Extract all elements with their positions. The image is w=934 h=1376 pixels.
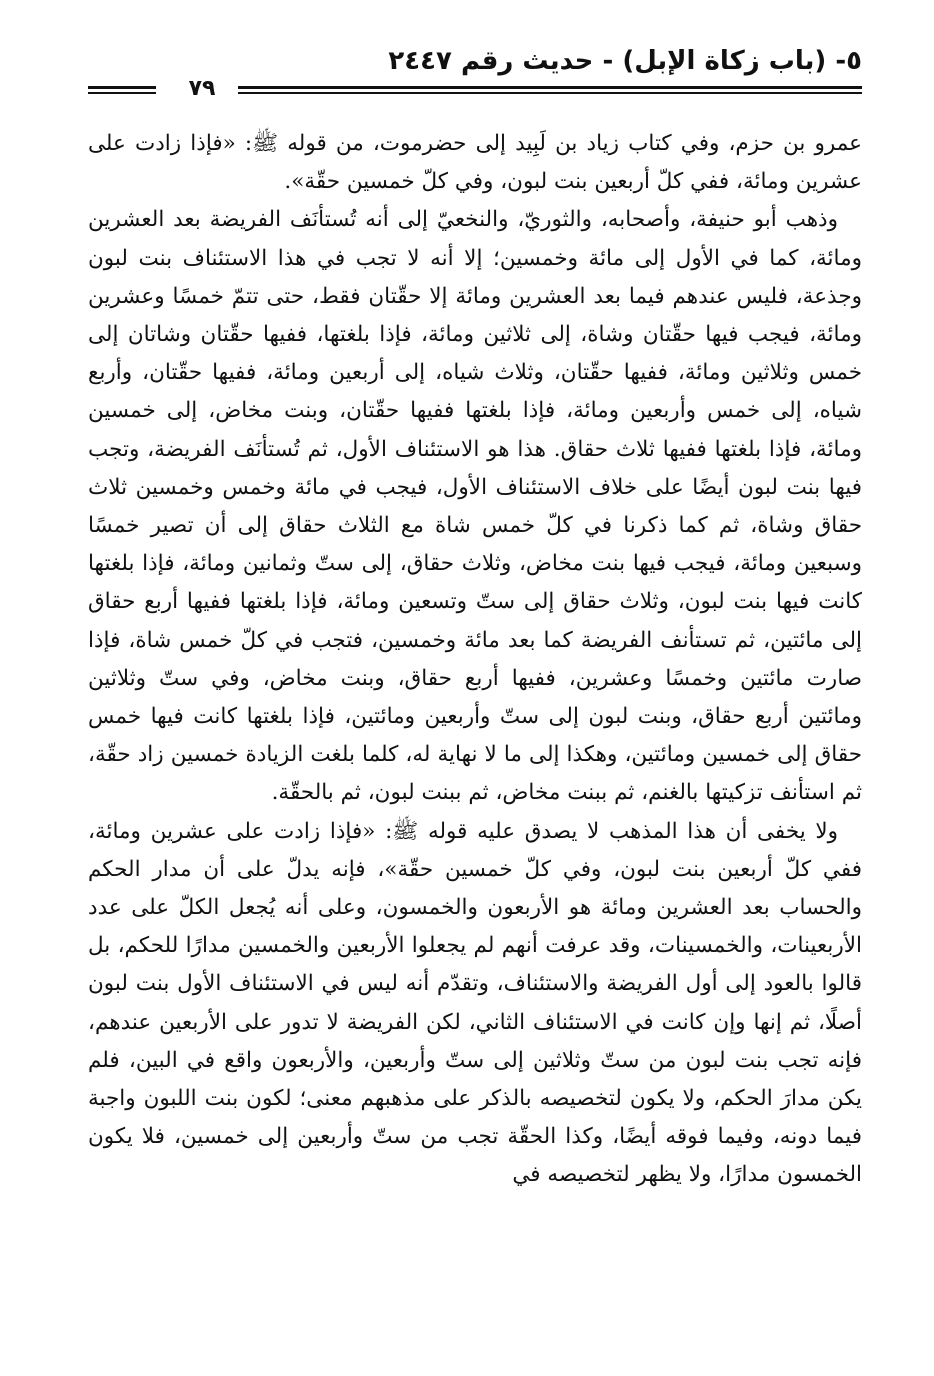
header-rule-left (88, 86, 156, 94)
header-rule (238, 86, 862, 94)
paragraph: عمرو بن حزم، وفي كتاب زياد بن لَبِيد إلى حضرموت، من قوله ﷺ: «فإذا زادت على عشرين ومائة، ففي كلّ أربعين بنت لبون، وفي كلّ خمسين حقّة». (88, 131, 862, 195)
chapter-title: ٥- (باب زكاة الإبل) - حديث رقم ٢٤٤٧ (388, 46, 862, 76)
running-header (88, 44, 862, 104)
page-number: ٧٩ (188, 76, 216, 101)
body-text (88, 125, 862, 1195)
paragraph: ولا يخفى أن هذا المذهب لا يصدق عليه قوله ﷺ: «فإذا زادت على عشرين ومائة، ففي كلّ أربعين بنت لبون، وفي كلّ خمسين حقّة»، فإنه يدلّ على أن مدار الحكم والحساب بعد العشرين ومائة هو الأربعون والخمسون، وعلى أنه يُجعل الكلّ على عدد الأربعينات، والخمسينات، وقد عرفت أنهم لم يجعلوا الأربعين والخمسين مدارًا للحكم، بل قالوا بالعود إلى أول الفريضة والاستئناف، وتقدّم أنه ليس في الاستئناف الأول بنت لبون أصلًا، ثم إنها وإن كانت في الاستئناف الثاني، لكن الفريضة لا تدور على الأربعين عندهم، فإنه تجب بنت لبون من ستّ وثلاثين إلى ستّ وأربعين، والأربعون واقع في البين، فلم يكن مدارَ الحكم، ولا يكون لتخصيصه بالذكر على مذهبهم معنى؛ لكون بنت اللبون واجبة فيما دونه، وفيما فوقه أيضًا، وكذا الحقّة تجب من ستّ وأربعين إلى خمسين، فلا يكون الخمسون مدارًا، ولا يظهر لتخصيصه في (88, 818, 862, 1188)
paragraph: وذهب أبو حنيفة، وأصحابه، والثوريّ، والنخعيّ إلى أنه تُستأنَف الفريضة بعد العشرين ومائة، كما في الأول إلى مائة وخمسين؛ إلا أنه لا تجب في هذا الاستئناف بنت لبون وجذعة، فليس عندهم فيما بعد العشرين ومائة إلا حقّتان فقط، حتى تتمّ خمسًا وعشرين ومائة، فيجب فيها حقّتان وشاة، إلى ثلاثين ومائة، فإذا بلغتها، ففيها حقّتان وشاتان إلى خمس وثلاثين ومائة، ففيها حقّتان، وثلاث شياه، إلى أربعين ومائة، ففيها حقّتان، وأربع شياه، إلى خمس وأربعين ومائة، فإذا بلغتها ففيها حقّتان، وبنت مخاض، إلى خمسين ومائة، فإذا بلغتها ففيها ثلاث حقاق. هذا هو الاستئناف الأول، ثم تُستأنَف الفريضة، وتجب فيها بنت لبون أيضًا على خلاف الاستئناف الأول، فيجب في مائة وخمس وخمسين ثلاث حقاق وشاة، ثم كما ذكرنا في كلّ خمس شاة مع الثلاث حقاق إلى أن تصير خمسًا وسبعين ومائة، فيجب فيها بنت مخاض، وثلاث حقاق، إلى ستّ وثمانين ومائة، فإذا بلغتها كانت فيها بنت لبون، وثلاث حقاق إلى ستّ وتسعين ومائة، فإذا بلغتها ففيها أربع حقاق إلى مائتين، ثم تستأنف الفريضة كما بعد مائة وخمسين، فتجب في كلّ خمس شاة، فإذا صارت مائتين وخمسًا وعشرين، ففيها أربع حقاق، وبنت مخاض، وفي ستّ وثلاثين ومائتين أربع حقاق، وبنت لبون إلى ستّ وأربعين ومائتين، فإذا بلغتها كانت فيها خمس حقاق إلى خمسين ومائتين، وهكذا إلى ما لا نهاية له، كلما بلغت الزيادة خمسين زاد حقّة، ثم استأنف تزكيتها بالغنم، ثم ببنت مخاض، ثم ببنت لبون، ثم بالحقّة. (88, 207, 862, 806)
